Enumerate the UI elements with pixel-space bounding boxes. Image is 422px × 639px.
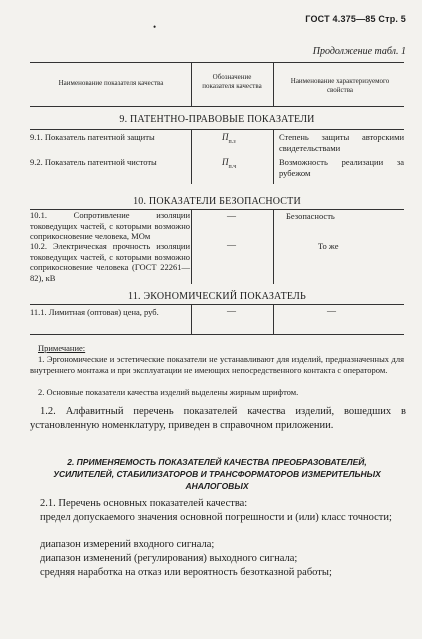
- column-divider: [191, 62, 192, 106]
- row-9-2-name: 9.2. Показатель патентной чистоты: [30, 157, 157, 167]
- column-divider: [273, 129, 274, 184]
- column-divider: [273, 209, 274, 284]
- row-10-1-symbol: —: [227, 211, 236, 221]
- column-header-designation: Обозначение показателя качества: [202, 73, 262, 90]
- table-continuation-label: Продолжение табл. 1: [312, 46, 406, 57]
- section-title-economic: 11. ЭКОНОМИЧЕСКИЙ ПОКАЗАТЕЛЬ: [128, 291, 306, 302]
- column-divider: [273, 62, 274, 106]
- column-divider: [273, 304, 274, 334]
- note-2: 2. Основные показатели качества изделий выделены жирным шрифтом.: [38, 387, 299, 397]
- section-rule: [30, 304, 404, 305]
- table-top-rule: [30, 62, 404, 63]
- page-header: ГОСТ 4.375—85 Стр. 5: [305, 14, 406, 24]
- row-9-1-property: Степень защиты авторскими свидетельствами: [279, 132, 404, 153]
- row-10-2-name: 10.2. Электрическая прочность изоляции токоведущих частей, с которыми возможно соприкосновение человека (ГОСТ 22261—82), кВ: [30, 241, 190, 283]
- list-item: диапазон измерений входного сигнала;: [40, 539, 215, 550]
- section-title-safety: 10. ПОКАЗАТЕЛИ БЕЗОПАСНОСТИ: [133, 196, 301, 207]
- row-10-2-property: То же: [318, 241, 339, 251]
- column-divider: [191, 304, 192, 334]
- table-bottom-rule: [30, 334, 404, 335]
- row-11-1-property: —: [327, 306, 336, 316]
- notes-title: Примечание:: [38, 343, 86, 353]
- print-mark: •: [153, 22, 157, 32]
- row-11-1-name: 11.1. Лимитная (оптовая) цена, руб.: [30, 307, 159, 317]
- row-10-1-property: Безопасность: [286, 211, 335, 221]
- paragraph-2-1: 2.1. Перечень основных показателей качества:: [40, 498, 248, 509]
- section-2-heading: 2. ПРИМЕНЯЕМОСТЬ ПОКАЗАТЕЛЕЙ КАЧЕСТВА ПРЕОБРАЗОВАТЕЛЕЙ, УСИЛИТЕЛЕЙ, СТАБИЛИЗАТОРОВ И ТРАНСФОРМАТОРОВ ИЗМЕРИТЕЛЬНЫХ АНАЛОГОВЫХ: [53, 457, 381, 491]
- note-1: 1. Эргономические и эстетические показатели не устанавливают для изделий, предназначенных для внутреннего монтажа и при эксплуатации не имеющих непосредственного контакта с оператором.: [30, 354, 404, 375]
- column-divider: [191, 129, 192, 184]
- row-9-2-property: Возможность реализации за рубежом: [279, 157, 404, 178]
- table-head-rule: [30, 106, 404, 107]
- paragraph-1-2: 1.2. Алфавитный перечень показателей качества изделий, вошедших в установленную номенклатуру, приведен в справочном приложении.: [30, 406, 406, 431]
- list-item: средняя наработка на отказ или вероятность безотказной работы;: [40, 567, 332, 578]
- row-9-1-symbol: $П_{п.з}$: [222, 132, 236, 145]
- column-header-indicator: Наименование показателя качества: [58, 79, 164, 87]
- row-10-1-name: 10.1. Сопротивление изоляции токоведущих частей, с которыми возможно соприкосновение человека, МОм: [30, 210, 190, 241]
- row-9-1-name: 9.1. Показатель патентной защиты: [30, 132, 155, 142]
- list-item: предел допускаемого значения основной погрешности и (или) класс точности;: [40, 512, 392, 523]
- row-10-2-symbol: —: [227, 240, 236, 250]
- row-11-1-symbol: —: [227, 306, 236, 316]
- column-divider: [191, 209, 192, 284]
- list-item: диапазон изменений (регулирования) выходного сигнала;: [40, 553, 298, 564]
- column-header-property: Наименование характеризуемого свойства: [290, 77, 390, 94]
- row-9-2-symbol: $П_{п.ч}$: [222, 157, 237, 170]
- section-rule: [30, 129, 404, 130]
- section-title-patent: 9. ПАТЕНТНО-ПРАВОВЫЕ ПОКАЗАТЕЛИ: [119, 114, 315, 125]
